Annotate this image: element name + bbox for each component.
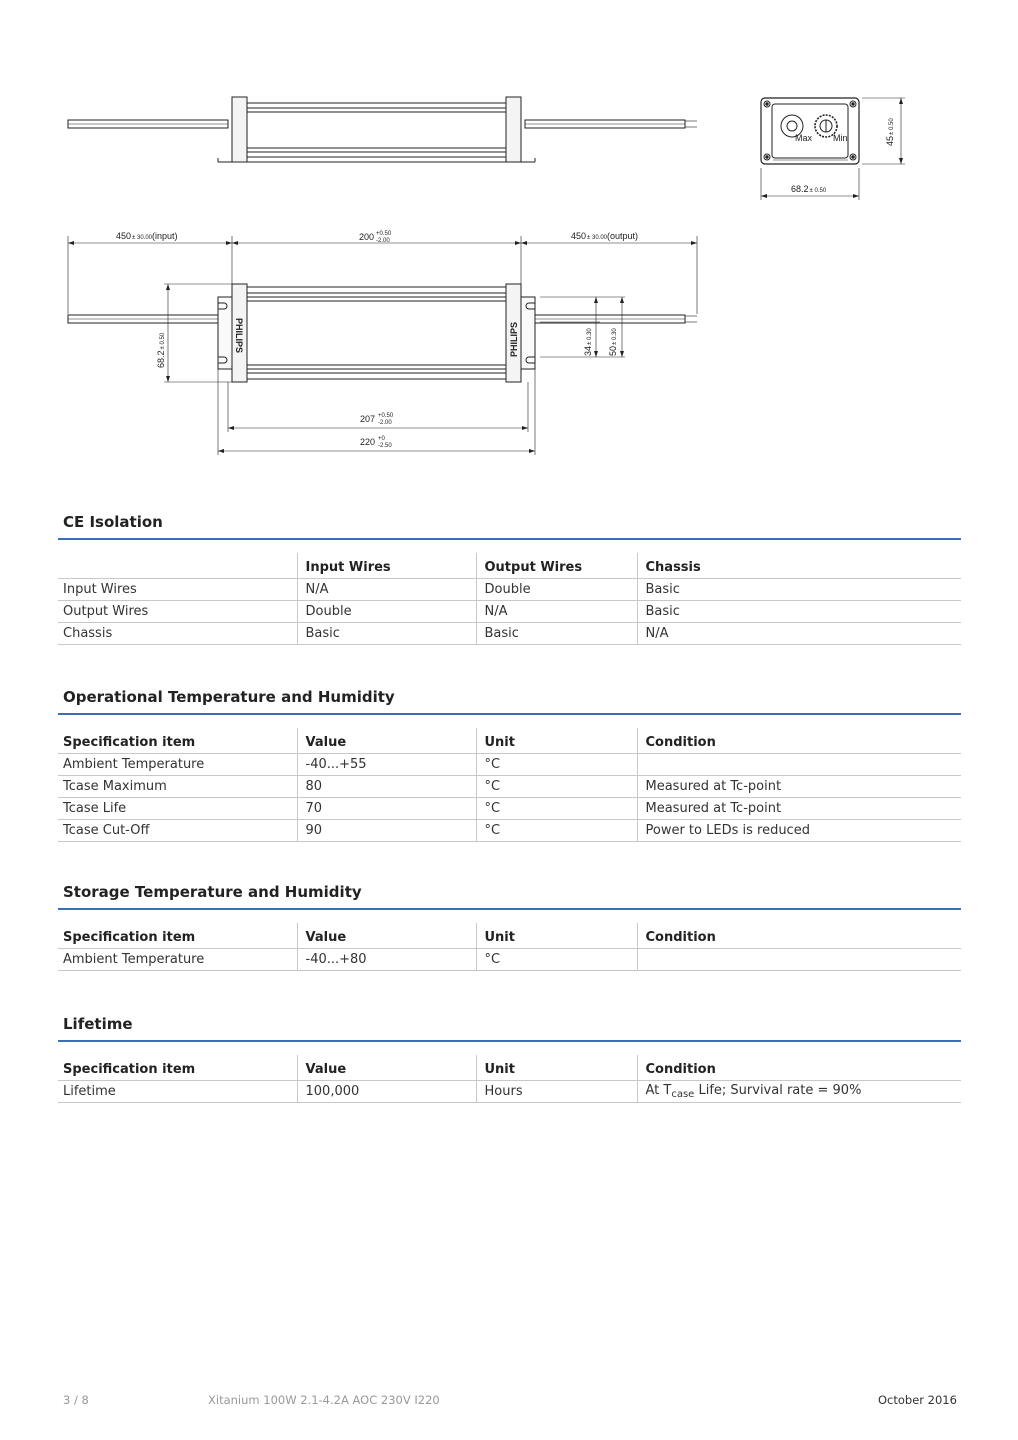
table-cell: Basic (476, 623, 637, 645)
front-view (68, 97, 697, 162)
table-cell: Basic (637, 579, 961, 601)
operational-table (58, 728, 961, 842)
table-cell: Output Wires (58, 601, 297, 623)
page-number: 3 / 8 (63, 1393, 89, 1407)
condition-subscript: case (671, 1089, 695, 1100)
brand-label-right: PHILIPS (509, 321, 519, 357)
technical-drawings (0, 0, 1018, 470)
table-cell: 90 (297, 820, 476, 842)
table-row (58, 776, 961, 798)
table-cell (637, 1081, 961, 1103)
table-cell: Ambient Temperature (58, 754, 297, 776)
table-row (58, 949, 961, 971)
table-cell: Measured at Tc-point (637, 798, 961, 820)
column-header: Condition (637, 728, 961, 754)
table-row (58, 798, 961, 820)
column-header: Condition (637, 1055, 961, 1081)
column-header: Value (297, 728, 476, 754)
product-name: Xitanium 100W 2.1-4.2A AOC 230V I220 (208, 1393, 440, 1407)
dimension-texts (116, 118, 895, 449)
table-cell (637, 949, 961, 971)
table-cell: Hours (476, 1081, 637, 1103)
table-header-row (58, 923, 961, 949)
table-cell (637, 754, 961, 776)
adj-min-label: Min (833, 133, 848, 143)
table-cell: Basic (637, 601, 961, 623)
table-cell: -40...+80 (297, 949, 476, 971)
body-length-dim: 200 (359, 232, 375, 242)
ce-isolation-section (58, 512, 961, 645)
table-cell: Tcase Cut-Off (58, 820, 297, 842)
adj-max-label: Max (795, 133, 813, 143)
table-cell: Input Wires (58, 579, 297, 601)
table-row (58, 579, 961, 601)
overall-tol-plus: +0 (378, 436, 385, 442)
column-header: Value (297, 923, 476, 949)
column-header: Unit (476, 1055, 637, 1081)
table-cell: °C (476, 798, 637, 820)
table-row (58, 820, 961, 842)
table-row (58, 1081, 961, 1103)
table-cell: °C (476, 776, 637, 798)
column-header: Unit (476, 923, 637, 949)
column-header: Value (297, 1055, 476, 1081)
operational-section (58, 687, 961, 842)
column-header: Chassis (637, 553, 961, 579)
table-cell: Ambient Temperature (58, 949, 297, 971)
lifetime-section (58, 1014, 961, 1103)
table-cell: Chassis (58, 623, 297, 645)
storage-section (58, 882, 961, 971)
output-cable-dim: 450± 30.00(output) (571, 231, 639, 241)
end-height-dim: 45± 0.50 (885, 118, 895, 146)
end-view (761, 98, 905, 200)
column-header (58, 553, 297, 579)
table-cell: Tcase Maximum (58, 776, 297, 798)
ce-isolation-table (58, 553, 961, 645)
section-title: Lifetime (58, 1014, 961, 1042)
column-header: Specification item (58, 728, 297, 754)
table-cell: °C (476, 820, 637, 842)
table-cell: 70 (297, 798, 476, 820)
overall-tol-minus: -2.50 (378, 443, 392, 449)
column-header: Specification item (58, 1055, 297, 1081)
table-cell: Tcase Life (58, 798, 297, 820)
condition-suffix: Life; Survival rate = 90% (694, 1083, 862, 1098)
table-cell: N/A (637, 623, 961, 645)
body-tol-minus: -2.00 (376, 238, 390, 244)
table-cell: N/A (476, 601, 637, 623)
column-header: Condition (637, 923, 961, 949)
table-row (58, 754, 961, 776)
table-cell: 80 (297, 776, 476, 798)
table-header-row (58, 728, 961, 754)
hole-spacing-34-dim: 34± 0.30 (583, 328, 593, 356)
column-header: Input Wires (297, 553, 476, 579)
table-cell: Double (476, 579, 637, 601)
table-cell: Measured at Tc-point (637, 776, 961, 798)
table-row (58, 623, 961, 645)
table-cell: 100,000 (297, 1081, 476, 1103)
brand-label-left: PHILIPS (234, 318, 244, 354)
storage-table (58, 923, 961, 971)
table-cell: °C (476, 949, 637, 971)
input-cable-dim: 450± 30.00(input) (116, 231, 178, 241)
end-width-dim: 68.2± 0.50 (791, 184, 827, 194)
table-cell: N/A (297, 579, 476, 601)
section-title: Operational Temperature and Humidity (58, 687, 961, 715)
table-row (58, 601, 961, 623)
table-cell: Double (297, 601, 476, 623)
condition-prefix: At T (645, 1083, 672, 1098)
column-header: Output Wires (476, 553, 637, 579)
top-width-dim: 68.2± 0.50 (156, 332, 166, 368)
mount-tol-minus: -2.00 (378, 420, 392, 426)
table-cell: °C (476, 754, 637, 776)
mount-tol-plus: +0.50 (378, 413, 394, 419)
body-tol-plus: +0.50 (376, 231, 392, 237)
section-title: CE Isolation (58, 512, 961, 540)
mount-length-dim: 207 (360, 414, 376, 424)
overall-length-dim: 220 (360, 437, 376, 447)
column-header: Specification item (58, 923, 297, 949)
table-cell: Power to LEDs is reduced (637, 820, 961, 842)
document-date: October 2016 (878, 1393, 957, 1407)
hole-spacing-50-dim: 50± 0.30 (608, 328, 618, 356)
lifetime-table (58, 1055, 961, 1103)
dimension-drawing (0, 0, 1018, 470)
table-cell: Basic (297, 623, 476, 645)
section-title: Storage Temperature and Humidity (58, 882, 961, 910)
table-cell: Lifetime (58, 1081, 297, 1103)
table-header-row (58, 553, 961, 579)
column-header: Unit (476, 728, 637, 754)
table-cell: -40...+55 (297, 754, 476, 776)
table-header-row (58, 1055, 961, 1081)
